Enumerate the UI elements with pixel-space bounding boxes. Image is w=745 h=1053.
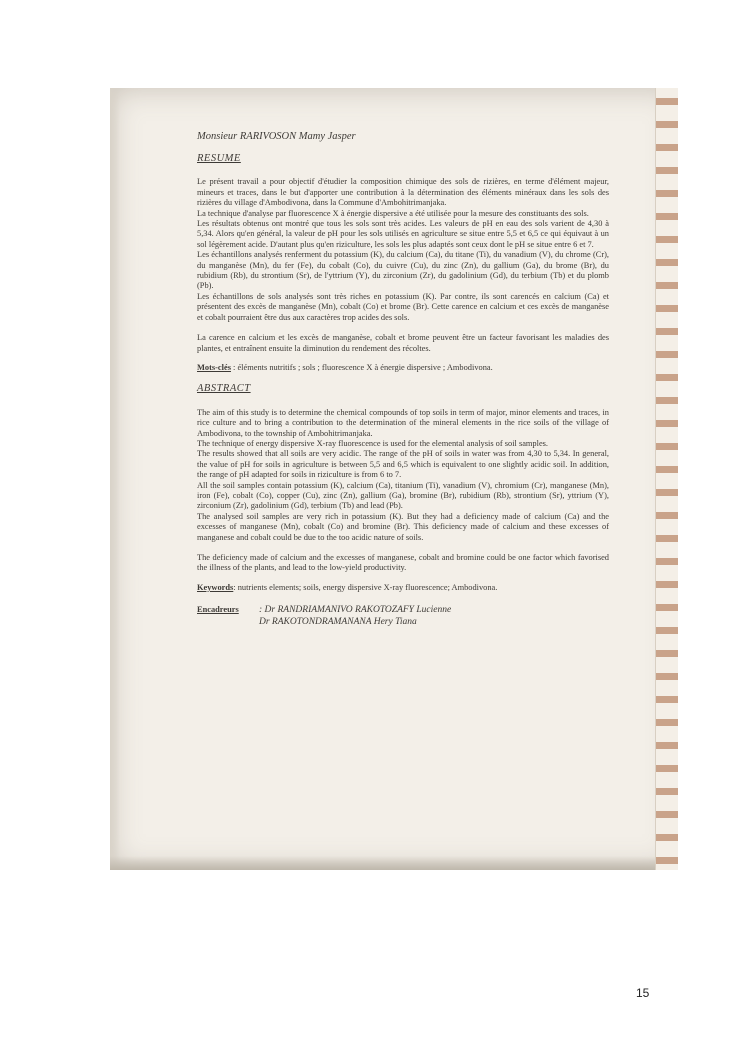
encadreur-name: Dr RAKOTONDRAMANANA Hery Tiana bbox=[259, 617, 417, 628]
scanned-page bbox=[110, 88, 678, 870]
encadreurs-label: Encadreurs bbox=[197, 605, 239, 615]
abstract-keywords bbox=[197, 583, 609, 593]
resume-title: RESUME bbox=[197, 153, 241, 164]
abstract-keywords-text: : nutrients elements; soils, energy dispersive X-ray fluorescence; Ambodivona. bbox=[233, 582, 498, 592]
spiral-binding bbox=[655, 88, 678, 870]
resume-keywords-text: : éléments nutritifs ; sols ; fluorescence X à énergie dispersive ; Ambodivona. bbox=[230, 362, 493, 372]
resume-paragraph: Les échantillons analysés renferment du potassium (K), du calcium (Ca), du titane (Ti), du vanadium (V), du chrome (Cr), du manganèse (Mn), du fer (Fe), du cobalt (Co), du cuivre (Cu), du zinc (Zn), du gallium (Ga), du brome (Br), du rubidium (Rb), du strontium (Sr), de l'yttrium (Y), du zirconium (Zr), du gadolinium (Gd), du terbium (Tb) et du plomb (Pb). bbox=[197, 250, 609, 291]
abstract-paragraph: The deficiency made of calcium and the excesses of manganese, cobalt and bromine could be one factor which favorised the illness of the plants, and lead to the low-yield productivity. bbox=[197, 553, 609, 573]
abstract-keywords-label: Keywords bbox=[197, 582, 234, 592]
resume-paragraph: La carence en calcium et les excès de manganèse, cobalt et brome peuvent être un facteur favorisant les maladies des plantes, et entraînent ensuite la diminution du rendement des récoltes. bbox=[197, 333, 609, 353]
encadreurs-block bbox=[197, 604, 609, 628]
page-number: 15 bbox=[636, 986, 650, 1000]
resume-paragraph: Les échantillons de sols analysés sont très riches en potassium (K). Par contre, ils sont carencés en calcium (Ca) et présentent des excès de manganèse (Mn), cobalt (Co) et brome (Br). Cette carence en calcium et ces excès de manganèse et cobalt pourraient être dus aux caractères trop acides des sols. bbox=[197, 291, 609, 322]
resume-keywords bbox=[197, 363, 609, 373]
resume-keywords-label: Mots-clés bbox=[197, 362, 231, 372]
abstract-paragraph: The technique of energy dispersive X-ray fluorescence is used for the elemental analysis of soil samples. bbox=[197, 438, 549, 448]
author-line: Monsieur RARIVOSON Mamy Jasper bbox=[197, 131, 356, 142]
abstract-paragraph: The analysed soil samples are very rich in potassium (K). But they had a deficiency made of calcium (Ca) and the excesses of manganese (Mn), cobalt (Co) and bromine (Br). This deficiency made of calcium and these excesses of manganese and cobalt could be due to the too acidic nature of soils. bbox=[197, 511, 609, 542]
abstract-paragraph: The results showed that all soils are very acidic. The range of the pH of soils in water was from 4,30 to 5,34. In general, the value of pH for soils in agriculture is between 5,5 and 6,5 which is equivalent to one slightly acidic soil. In addition, the range of pH adapted for soils in riziculture is from 6 to 7. bbox=[197, 449, 609, 480]
abstract-paragraph: The aim of this study is to determine the chemical compounds of top soils in term of major, minor elements and traces, in rice culture and to bring a contribution to the determination of the mineral elements in the rice soils of the village of Ambodivona, to the township of Ambohitrimanjaka. bbox=[197, 407, 609, 438]
page-content bbox=[197, 130, 609, 628]
abstract-paragraph: All the soil samples contain potassium (K), calcium (Ca), titanium (Ti), vanadium (V), chromium (Cr), manganese (Mn), iron (Fe), cobalt (Co), copper (Cu), zinc (Zn), gallium (Ga), bromine (Br), rubidium (Rb), strontium (Sr), yttrium (Y), zirconium (Zr), gadolinium (Gd), terbium (Tb) and lead (Pb). bbox=[197, 480, 609, 511]
scan-left-edge bbox=[110, 88, 120, 870]
resume-paragraph: La technique d'analyse par fluorescence X à énergie dispersive a été utilisée pour la mesure des constituants des sols. bbox=[197, 208, 589, 218]
encadreur-name: : Dr RANDRIAMANIVO RAKOTOZAFY Lucienne bbox=[259, 605, 452, 616]
abstract-title: ABSTRACT bbox=[197, 383, 251, 395]
resume-paragraph: Le présent travail a pour objectif d'étudier la composition chimique des sols de rizières, en terme d'élément majeur, mineurs et traces, dans le but d'apporter une contribution à la détermination des éléments minéraux dans les sols des rizières du village d'Ambodivona, dans la Commune d'Ambohitrimanjaka. bbox=[197, 177, 609, 208]
scan-bottom-edge bbox=[110, 856, 678, 870]
resume-paragraph: Les résultats obtenus ont montré que tous les sols sont très acides. Les valeurs de pH en eau des sols varient de 4,30 à 5,34. Alors qu'en général, la valeur de pH pour les sols utilisés en agriculture se situe entre 5,5 et 6,5 ce qui équivaut à un sol légèrement acide. D'autant plus qu'en riziculture, les sols les plus adaptés sont ceux dont le pH se situe entre 6 et 7. bbox=[197, 219, 609, 249]
